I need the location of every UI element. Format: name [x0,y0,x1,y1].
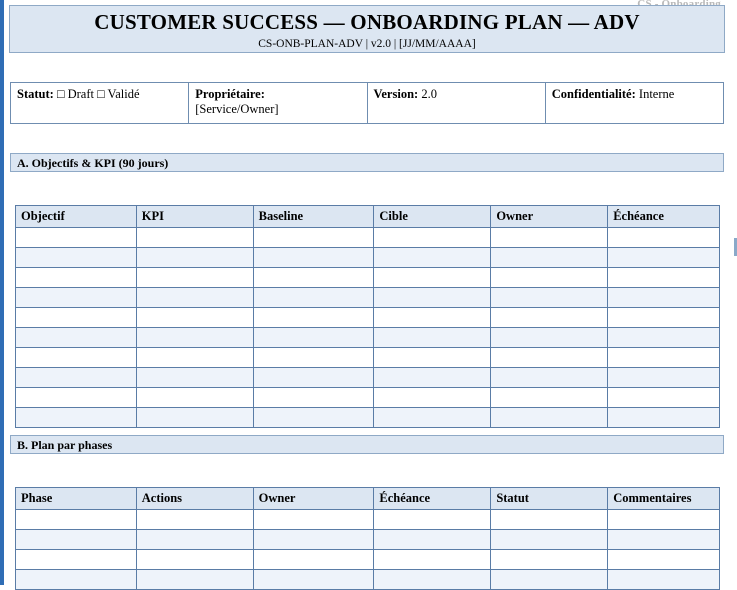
table-cell[interactable] [253,308,374,328]
table-row[interactable] [16,348,720,368]
table-row[interactable] [16,388,720,408]
table-cell[interactable] [374,308,491,328]
table-cell[interactable] [253,408,374,428]
table-cell[interactable] [374,228,491,248]
table-cell[interactable] [136,510,253,530]
column-header-owner: Owner [491,206,608,228]
table-row[interactable] [16,288,720,308]
table-cell[interactable] [16,530,137,550]
title-banner [9,5,725,53]
column-header-owner: Owner [253,488,374,510]
table-cell[interactable] [608,268,720,288]
table-cell[interactable] [491,368,608,388]
meta-value-statut: □ Draft □ Validé [56,87,140,101]
meta-cell-proprietaire [189,83,367,124]
table-cell[interactable] [136,348,253,368]
table-cell[interactable] [136,268,253,288]
table-cell[interactable] [491,408,608,428]
table-cell[interactable] [491,288,608,308]
column-header-commentaires: Commentaires [608,488,720,510]
table-cell[interactable] [608,368,720,388]
table-row[interactable] [16,308,720,328]
table-row[interactable] [16,368,720,388]
table-cell[interactable] [608,248,720,268]
table-row[interactable] [16,228,720,248]
table-cell[interactable] [136,530,253,550]
table-cell[interactable] [491,510,608,530]
table-cell[interactable] [136,228,253,248]
phases-plan-body [16,510,720,590]
table-cell[interactable] [253,388,374,408]
table-cell[interactable] [16,368,137,388]
column-header-actions: Actions [136,488,253,510]
table-row[interactable] [16,328,720,348]
meta-cell-confidentialite [545,83,723,124]
table-cell[interactable] [16,510,137,530]
table-row [11,83,724,124]
page-title: CUSTOMER SUCCESS — ONBOARDING PLAN — ADV [94,10,640,34]
table-row[interactable] [16,248,720,268]
table-cell[interactable] [136,408,253,428]
table-cell[interactable] [16,308,137,328]
table-cell[interactable] [491,248,608,268]
table-cell[interactable] [491,228,608,248]
table-cell[interactable] [374,368,491,388]
table-cell[interactable] [253,570,374,590]
table-cell[interactable] [374,328,491,348]
table-row[interactable] [16,550,720,570]
column-header-baseline: Baseline [253,206,374,228]
table-cell[interactable] [374,570,491,590]
meta-label-confidentialite: Confidentialité: [551,87,636,101]
table-cell[interactable] [253,530,374,550]
table-cell[interactable] [491,388,608,408]
meta-value-version: 2.0 [421,87,437,101]
table-cell[interactable] [16,328,137,348]
table-cell[interactable] [374,510,491,530]
column-header-echeance: Échéance [608,206,720,228]
table-cell[interactable] [136,570,253,590]
table-cell[interactable] [136,328,253,348]
table-cell[interactable] [253,228,374,248]
table-row[interactable] [16,408,720,428]
table-row[interactable] [16,268,720,288]
table-cell[interactable] [16,388,137,408]
table-cell[interactable] [608,328,720,348]
table-cell[interactable] [374,550,491,570]
table-cell[interactable] [491,348,608,368]
meta-label-proprietaire: Propriétaire: [195,87,265,101]
objectives-kpi-body [16,228,720,428]
meta-value-proprietaire: [Service/Owner] [195,102,279,116]
table-cell[interactable] [16,550,137,570]
table-cell[interactable] [374,388,491,408]
meta-value-confidentialite: Interne [638,87,675,101]
meta-label-version: Version: [373,87,419,101]
document-page [4,0,737,585]
phases-plan-table [15,487,720,590]
column-header-objectif: Objectif [16,206,137,228]
table-cell[interactable] [253,268,374,288]
table-cell[interactable] [608,348,720,368]
table-cell[interactable] [608,530,720,550]
table-cell[interactable] [374,248,491,268]
table-cell[interactable] [491,550,608,570]
table-cell[interactable] [491,328,608,348]
table-cell[interactable] [491,308,608,328]
table-cell[interactable] [253,328,374,348]
section-heading-a: A. Objectifs & KPI (90 jours) [10,153,724,172]
column-header-phase: Phase [16,488,137,510]
table-cell[interactable] [136,388,253,408]
table-cell[interactable] [608,550,720,570]
table-cell[interactable] [374,288,491,308]
table-cell[interactable] [136,248,253,268]
objectives-kpi-table [15,205,720,428]
table-cell[interactable] [16,408,137,428]
table-cell[interactable] [608,408,720,428]
table-header-row [16,206,720,228]
table-cell[interactable] [374,408,491,428]
table-cell[interactable] [253,368,374,388]
table-cell[interactable] [608,308,720,328]
table-row[interactable] [16,570,720,590]
column-header-kpi: KPI [136,206,253,228]
table-cell[interactable] [491,268,608,288]
meta-label-statut: Statut: [17,87,54,101]
table-cell[interactable] [16,570,137,590]
table-cell[interactable] [374,268,491,288]
table-cell[interactable] [608,288,720,308]
table-cell[interactable] [491,530,608,550]
column-header-statut: Statut [491,488,608,510]
table-cell[interactable] [16,348,137,368]
meta-cell-statut [11,83,189,124]
table-cell[interactable] [253,248,374,268]
column-header-echeance: Échéance [374,488,491,510]
page-subtitle: CS-ONB-PLAN-ADV | v2.0 | [JJ/MM/AAAA] [258,38,476,50]
table-cell[interactable] [16,268,137,288]
table-cell[interactable] [253,348,374,368]
section-heading-b: B. Plan par phases [10,435,724,454]
metadata-table [10,82,724,124]
table-cell[interactable] [374,530,491,550]
table-cell[interactable] [136,288,253,308]
table-cell[interactable] [253,288,374,308]
column-header-cible: Cible [374,206,491,228]
table-cell[interactable] [136,308,253,328]
table-cell[interactable] [608,510,720,530]
table-cell[interactable] [136,368,253,388]
table-cell[interactable] [374,348,491,368]
table-header-row [16,488,720,510]
table-cell[interactable] [608,388,720,408]
meta-cell-version [367,83,545,124]
table-cell[interactable] [16,248,137,268]
table-row[interactable] [16,510,720,530]
table-cell[interactable] [608,228,720,248]
table-cell[interactable] [136,550,253,570]
table-row[interactable] [16,530,720,550]
table-cell[interactable] [253,550,374,570]
table-cell[interactable] [608,570,720,590]
table-cell[interactable] [16,288,137,308]
table-cell[interactable] [16,228,137,248]
table-cell[interactable] [253,510,374,530]
table-cell[interactable] [491,570,608,590]
